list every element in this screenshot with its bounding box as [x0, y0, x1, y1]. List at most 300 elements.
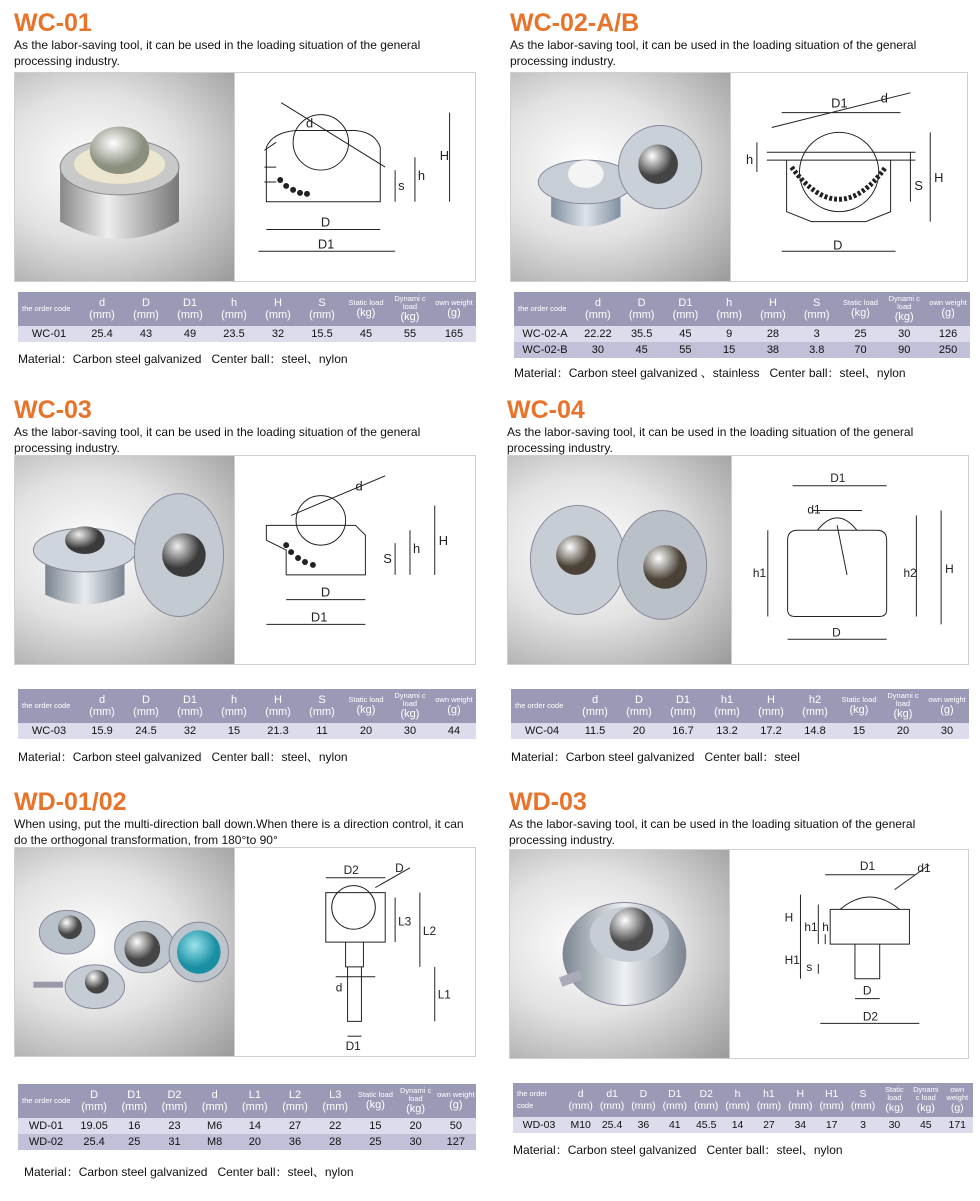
column-header — [256, 689, 300, 723]
spec-table-header — [514, 292, 970, 326]
table-cell: 20 — [344, 723, 388, 739]
table-cell: 45 — [620, 342, 664, 358]
dimension-drawing — [732, 73, 967, 281]
product-description: When using, put the multi-direction ball down.When there is a direction control, it can do the orthogonal transformation, from 180°to 90° — [14, 817, 464, 847]
table-cell: 50 — [436, 1118, 476, 1134]
text-fragment: (g) — [447, 307, 461, 319]
caster-photo-illustration — [508, 456, 731, 664]
column-header — [879, 1083, 910, 1117]
dim-label: H — [438, 533, 448, 549]
dim-label: d1 — [807, 502, 821, 517]
column-header — [596, 1083, 627, 1117]
table-cell: 25.4 — [74, 1134, 114, 1150]
table-cell: WC-02-A — [514, 326, 576, 342]
product-photo — [510, 850, 730, 1058]
table-cell: 34 — [785, 1117, 816, 1133]
table-cell: 22 — [315, 1118, 355, 1134]
table-cell: 14 — [235, 1118, 275, 1134]
table-cell: 38 — [751, 342, 795, 358]
technical-drawing — [236, 848, 475, 1056]
text-fragment: (mm) — [242, 1101, 268, 1113]
text-fragment: (mm) — [309, 309, 335, 321]
column-header — [785, 1083, 816, 1117]
table-cell: 20 — [881, 723, 925, 739]
text-fragment: D — [90, 1089, 99, 1101]
text-fragment: D — [142, 694, 150, 706]
table-cell: 22.22 — [576, 326, 620, 342]
table-row — [511, 723, 969, 739]
text-fragment: (mm) — [725, 1100, 750, 1112]
column-header — [195, 1084, 235, 1118]
column-header — [355, 1084, 395, 1118]
text-fragment: d — [98, 694, 106, 706]
text-fragment: Center ball — [769, 366, 828, 380]
column-header — [881, 689, 925, 723]
text-fragment: (mm) — [322, 1101, 349, 1113]
order-code-header: the order code — [511, 689, 573, 723]
text-fragment: (mm) — [756, 1100, 782, 1112]
text-fragment: (mm) — [631, 1100, 656, 1112]
dim-label: D2 — [343, 862, 359, 877]
text-fragment: (kg) — [400, 311, 420, 323]
dim-label: h2 — [903, 565, 917, 580]
dim-label: D — [862, 983, 872, 998]
spec-table-header — [511, 689, 969, 723]
dim-label: D2 — [862, 1009, 879, 1024]
text-fragment: Dynami c load — [394, 691, 426, 708]
table-cell: 15.9 — [80, 723, 124, 739]
column-header — [235, 1084, 275, 1118]
table-cell: 90 — [882, 342, 926, 358]
table-cell: 32 — [168, 723, 212, 739]
dim-label: S — [914, 177, 923, 193]
text-fragment: D1 — [668, 1088, 682, 1100]
text-fragment: D1 — [182, 297, 198, 309]
table-cell: 30 — [396, 1134, 436, 1150]
text-fragment: own weight — [946, 1085, 969, 1102]
table-cell: 14.8 — [793, 723, 837, 739]
column-header — [793, 689, 837, 723]
dim-label: D — [395, 860, 404, 875]
table-cell: 15 — [212, 723, 256, 739]
text-fragment: steel、nylon — [287, 1165, 354, 1179]
table-cell: 11.5 — [573, 723, 617, 739]
product-card-wc-04 — [507, 397, 967, 772]
order-code-header: the order code — [514, 292, 576, 326]
dim-label: d — [355, 478, 363, 494]
technical-drawing — [733, 456, 968, 664]
text-fragment: Material — [18, 750, 61, 764]
text-fragment: (kg) — [400, 708, 420, 720]
text-fragment: (mm) — [662, 1100, 688, 1112]
product-photo — [15, 456, 235, 664]
column-header — [753, 1083, 784, 1117]
product-figure — [509, 849, 969, 1059]
dim-label: S — [383, 550, 392, 566]
column-header — [300, 292, 344, 326]
table-cell: 3 — [795, 326, 839, 342]
text-fragment: (mm) — [201, 1101, 228, 1113]
text-fragment: (kg) — [356, 307, 376, 319]
product-card-wc-03 — [14, 397, 474, 772]
text-fragment: own weight — [437, 1090, 475, 1099]
text-fragment: h1 — [763, 1088, 775, 1100]
dim-label: h — [417, 167, 426, 183]
dim-label: d — [880, 90, 888, 106]
text-fragment: Material — [24, 1165, 67, 1179]
column-header — [80, 292, 124, 326]
table-cell: 31 — [154, 1134, 194, 1150]
table-row — [514, 342, 970, 358]
material-line: Material：Carbon steel galvanized Center ball：steel — [511, 750, 800, 764]
dim-label: d — [335, 980, 343, 995]
text-fragment: h2 — [808, 694, 822, 706]
spec-table-header — [18, 292, 476, 326]
text-fragment: Center ball — [704, 750, 763, 764]
table-cell: 30 — [879, 1117, 910, 1133]
dim-label: D — [320, 584, 331, 600]
table-cell: 30 — [388, 723, 432, 739]
product-description: As the labor-saving tool, it can be used in the loading situation of the general processing industry. — [14, 38, 421, 68]
text-fragment: (mm) — [89, 706, 115, 718]
table-cell: WD-03 — [513, 1117, 565, 1133]
table-cell: 45.5 — [691, 1117, 722, 1133]
table-cell: 16 — [114, 1118, 154, 1134]
dimension-drawing — [733, 456, 968, 664]
text-fragment: Carbon steel galvanized 、stainless — [568, 366, 760, 380]
product-title: WD-01/02 — [14, 789, 127, 815]
table-cell: 15 — [707, 342, 751, 358]
spec-table — [18, 1084, 476, 1150]
table-cell: 17.2 — [749, 723, 793, 739]
product-photo — [508, 456, 732, 664]
order-code-header: the order code — [18, 1084, 74, 1118]
dim-label: H — [439, 148, 449, 164]
table-cell: M8 — [195, 1134, 235, 1150]
text-fragment: D2 — [699, 1088, 713, 1100]
dimension-drawing — [236, 73, 475, 281]
text-fragment: (mm) — [599, 1100, 625, 1112]
text-fragment: (mm) — [221, 309, 247, 321]
table-cell: M10 — [565, 1117, 596, 1133]
spec-table — [18, 292, 476, 342]
column-header — [80, 689, 124, 723]
table-cell: 23.5 — [212, 326, 256, 342]
dim-label: h1 — [752, 565, 767, 580]
text-fragment: d — [98, 297, 106, 309]
product-photo — [15, 848, 235, 1056]
product-photo — [511, 73, 731, 281]
product-title: WC-03 — [14, 397, 92, 423]
table-cell: M6 — [195, 1118, 235, 1134]
table-cell: WD-01 — [18, 1118, 74, 1134]
table-cell: 41 — [659, 1117, 690, 1133]
column-header — [432, 292, 476, 326]
spec-table-header — [18, 689, 476, 723]
table-cell: 15.5 — [300, 326, 344, 342]
text-fragment: (g) — [447, 704, 461, 716]
dim-label: d1 — [917, 860, 931, 875]
table-cell: 3.8 — [795, 342, 839, 358]
text-fragment: (mm) — [714, 706, 740, 718]
text-fragment: (mm) — [309, 706, 335, 718]
table-cell: WC-01 — [18, 326, 80, 342]
text-fragment: (kg) — [365, 1099, 385, 1111]
text-fragment: Static load — [842, 298, 878, 307]
column-header — [168, 689, 212, 723]
text-fragment: own weight — [435, 298, 473, 307]
text-fragment: S — [859, 1088, 867, 1100]
dim-label: d — [305, 115, 314, 131]
product-description: As the labor-saving tool, it can be used in the loading situation of the general processing industry. — [507, 425, 914, 455]
column-header — [300, 689, 344, 723]
text-fragment: (kg) — [356, 704, 376, 716]
table-cell: 43 — [124, 326, 168, 342]
spec-table — [514, 292, 970, 358]
text-fragment: Material — [511, 750, 554, 764]
column-header — [212, 689, 256, 723]
table-cell: 55 — [388, 326, 432, 342]
table-cell: 36 — [275, 1134, 315, 1150]
text-fragment: H — [796, 1088, 805, 1100]
table-cell: 25 — [355, 1134, 395, 1150]
text-fragment: L2 — [288, 1089, 302, 1101]
table-cell: 171 — [942, 1117, 974, 1133]
text-fragment: (mm) — [760, 309, 786, 321]
column-header — [707, 292, 751, 326]
column-header — [114, 1084, 154, 1118]
column-header — [74, 1084, 114, 1118]
spec-table — [511, 689, 969, 739]
table-cell: WD-02 — [18, 1134, 74, 1150]
table-cell: 14 — [722, 1117, 753, 1133]
product-title: WC-02-A/B — [510, 10, 640, 36]
product-figure — [14, 455, 476, 665]
column-header — [396, 1084, 436, 1118]
spec-table-header — [513, 1083, 973, 1117]
text-fragment: Center ball — [217, 1165, 276, 1179]
product-figure — [14, 847, 476, 1057]
product-figure — [507, 455, 969, 665]
product-figure — [14, 72, 476, 282]
text-fragment: D1 — [678, 297, 693, 309]
table-cell: 27 — [275, 1118, 315, 1134]
text-fragment: S — [318, 297, 326, 309]
text-fragment: (kg) — [894, 311, 914, 323]
text-fragment: steel、nylon — [281, 750, 348, 764]
material-line: Material：Carbon steel galvanized 、stainless Center ball：steel、nylon — [514, 366, 906, 380]
text-fragment: steel — [774, 750, 800, 764]
technical-drawing — [236, 73, 475, 281]
order-code-header: the order code — [18, 292, 80, 326]
table-cell: 165 — [432, 326, 476, 342]
column-header — [617, 689, 661, 723]
product-description: As the labor-saving tool, it can be used in the loading situation of the general processing industry. — [510, 38, 917, 68]
text-fragment: (g) — [940, 704, 954, 716]
text-fragment: (mm) — [670, 706, 696, 718]
text-fragment: (mm) — [819, 1100, 844, 1112]
table-cell: 30 — [882, 326, 926, 342]
text-fragment: D1 — [675, 694, 691, 706]
table-cell: 25.4 — [596, 1117, 627, 1133]
spec-table-header — [18, 1084, 476, 1118]
table-cell: 19.05 — [74, 1118, 114, 1134]
column-header — [705, 689, 749, 723]
caster-photo-illustration — [15, 848, 234, 1056]
text-fragment: D1 — [127, 1089, 142, 1101]
text-fragment: Carbon steel galvanized — [567, 1143, 697, 1157]
table-row — [18, 1118, 476, 1134]
column-header — [847, 1083, 878, 1117]
text-fragment: Carbon steel galvanized — [72, 750, 202, 764]
dim-label: D1 — [310, 609, 328, 625]
text-fragment: (mm) — [265, 706, 291, 718]
text-fragment: (mm) — [850, 1100, 876, 1112]
text-fragment: own weight — [929, 298, 967, 307]
table-cell: 11 — [300, 723, 344, 739]
text-fragment: (mm) — [177, 706, 203, 718]
text-fragment: d — [594, 297, 601, 309]
text-fragment: Carbon steel galvanized — [78, 1165, 208, 1179]
material-line: Material：Carbon steel galvanized Center ball：steel、nylon — [24, 1165, 354, 1179]
column-header — [436, 1084, 476, 1118]
text-fragment: Static load — [885, 1085, 904, 1102]
column-header — [751, 292, 795, 326]
text-fragment: (mm) — [161, 1101, 188, 1113]
column-header — [795, 292, 839, 326]
text-fragment: Material — [18, 352, 61, 366]
text-fragment: (g) — [941, 307, 955, 319]
column-header — [837, 689, 881, 723]
table-cell: WC-04 — [511, 723, 573, 739]
text-fragment: d — [591, 694, 599, 706]
text-fragment: (mm) — [177, 309, 203, 321]
table-cell: WC-02-B — [514, 342, 576, 358]
column-header — [212, 292, 256, 326]
column-header — [722, 1083, 753, 1117]
dim-label: h1 — [804, 920, 818, 935]
column-header — [816, 1083, 847, 1117]
text-fragment: (g) — [449, 1099, 463, 1111]
text-fragment: (mm) — [716, 309, 742, 321]
dim-label: H — [945, 561, 954, 576]
text-fragment: (mm) — [628, 309, 655, 321]
text-fragment: (mm) — [585, 309, 611, 321]
text-fragment: (mm) — [788, 1100, 813, 1112]
table-cell: 25 — [114, 1134, 154, 1150]
product-title: WC-01 — [14, 10, 92, 36]
table-cell: 15 — [837, 723, 881, 739]
dim-label: L3 — [398, 914, 412, 929]
table-cell: 21.3 — [256, 723, 300, 739]
dim-label: s — [398, 177, 405, 193]
text-fragment: h — [734, 1088, 741, 1100]
dim-label: D1 — [830, 470, 846, 485]
caster-photo-illustration — [15, 456, 234, 664]
text-fragment: D — [639, 1088, 648, 1100]
text-fragment: (mm) — [626, 706, 652, 718]
text-fragment: steel、nylon — [281, 352, 348, 366]
text-fragment: d1 — [606, 1088, 618, 1100]
text-fragment: (mm) — [672, 309, 699, 321]
text-fragment: D1 — [182, 694, 198, 706]
text-fragment: Dynami c load — [887, 691, 919, 708]
text-fragment: Static load — [348, 298, 384, 307]
product-title: WC-04 — [507, 397, 585, 423]
order-code-header: the order code — [513, 1083, 565, 1117]
dim-label: D1 — [831, 95, 848, 111]
text-fragment: (kg) — [916, 1102, 935, 1114]
text-fragment: d — [577, 1088, 584, 1100]
column-header — [749, 689, 793, 723]
text-fragment: L3 — [329, 1089, 342, 1101]
order-code-header: the order code — [18, 689, 80, 723]
text-fragment: h — [230, 694, 238, 706]
product-card-wd-01-02 — [14, 789, 474, 1189]
column-header — [628, 1083, 659, 1117]
table-cell: 16.7 — [661, 723, 705, 739]
table-cell: 28 — [751, 326, 795, 342]
table-cell: 20 — [617, 723, 661, 739]
dim-label: L1 — [437, 987, 451, 1002]
product-description: As the labor-saving tool, it can be used in the loading situation of the general processing industry. — [509, 817, 916, 847]
table-cell: 13.2 — [705, 723, 749, 739]
column-header — [576, 292, 620, 326]
text-fragment: Dynami c load — [888, 294, 920, 311]
column-header — [925, 689, 969, 723]
text-fragment: (mm) — [582, 706, 608, 718]
column-header — [344, 689, 388, 723]
technical-drawing — [732, 73, 967, 281]
text-fragment: (mm) — [758, 706, 784, 718]
text-fragment: Carbon steel galvanized — [565, 750, 695, 764]
text-fragment: (mm) — [89, 309, 115, 321]
table-cell: 20 — [235, 1134, 275, 1150]
spec-table — [513, 1083, 973, 1133]
product-title: WD-03 — [509, 789, 587, 815]
text-fragment: (kg) — [406, 1103, 426, 1115]
column-header — [910, 1083, 941, 1117]
text-fragment: D2 — [167, 1089, 182, 1101]
column-header — [432, 689, 476, 723]
table-cell: 126 — [926, 326, 970, 342]
table-cell: 20 — [396, 1118, 436, 1134]
dim-label: D — [833, 237, 843, 253]
table-cell: 24.5 — [124, 723, 168, 739]
text-fragment: Dynami c load — [394, 294, 426, 311]
table-cell: 45 — [344, 326, 388, 342]
table-cell: 3 — [847, 1117, 878, 1133]
column-header — [661, 689, 705, 723]
column-header — [664, 292, 708, 326]
text-fragment: (mm) — [568, 1100, 593, 1112]
text-fragment: (mm) — [693, 1100, 719, 1112]
dimension-drawing — [236, 848, 475, 1056]
product-photo — [15, 73, 235, 281]
technical-drawing — [731, 850, 968, 1058]
column-header — [124, 292, 168, 326]
table-cell: 15 — [355, 1118, 395, 1134]
text-fragment: Static load — [348, 695, 384, 704]
text-fragment: Material — [513, 1143, 556, 1157]
material-line: Material：Carbon steel galvanized Center ball：steel、nylon — [513, 1143, 843, 1157]
text-fragment: (kg) — [885, 1102, 904, 1114]
dimension-drawing — [236, 456, 475, 664]
text-fragment: (mm) — [265, 309, 291, 321]
column-header — [388, 292, 432, 326]
text-fragment: D — [635, 694, 643, 706]
spec-table — [18, 689, 476, 739]
